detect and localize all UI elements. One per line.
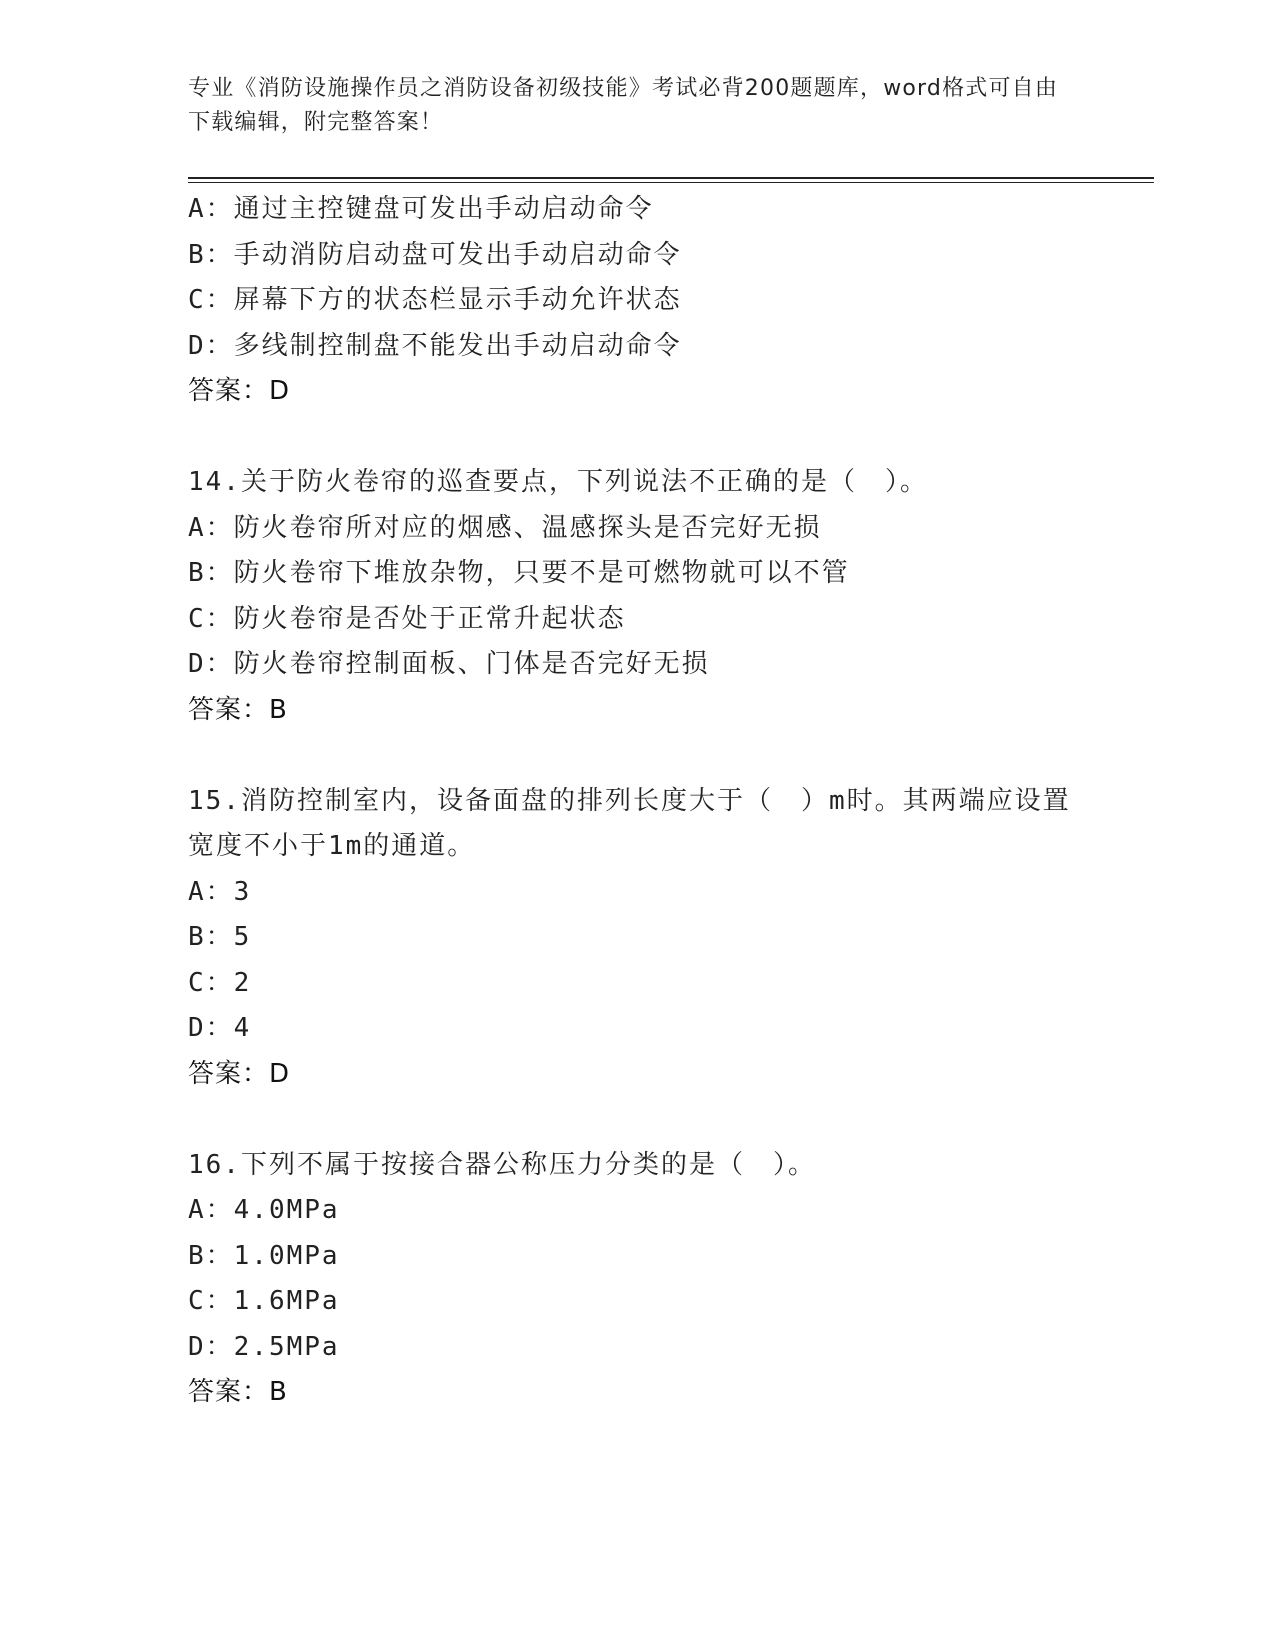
question-stem: 15.消防控制室内，设备面盘的排列长度大于（ ）m时。其两端应设置宽度不小于1m的通道。 — [188, 785, 1071, 861]
option-b: B：5 — [188, 922, 252, 952]
option-c: C：2 — [188, 967, 252, 998]
header-divider — [188, 177, 1154, 183]
option-d: D：防火卷帘控制面板、门体是否完好无损 — [188, 649, 710, 679]
answer-line: 答案：D — [188, 376, 291, 406]
option-d: D：4 — [188, 1013, 252, 1043]
option-d: D：2.5MPa — [188, 1331, 340, 1362]
option-a: A：通过主控键盘可发出手动启动命令 — [188, 194, 654, 224]
answer-line: 答案：B — [188, 1377, 288, 1407]
option-c: C：1.6MPa — [188, 1286, 340, 1316]
question-block-13 — [188, 187, 1088, 415]
option-a: A：4.0MPa — [188, 1195, 340, 1225]
question-stem: 14.关于防火卷帘的巡查要点，下列说法不正确的是（ ）。 — [188, 467, 928, 497]
option-d: D：多线制控制盘不能发出手动启动命令 — [188, 330, 682, 361]
option-b: B：手动消防启动盘可发出手动启动命令 — [188, 239, 682, 270]
document-title: 专业《消防设施操作员之消防设备初级技能》考试必背200题题库，word格式可自由下载编辑，附完整答案！ — [188, 76, 1059, 135]
spacer — [188, 1097, 1088, 1143]
option-b: B：防火卷帘下堆放杂物，只要不是可燃物就可以不管 — [188, 558, 850, 588]
option-a: A：防火卷帘所对应的烟感、温感探头是否完好无损 — [188, 512, 822, 543]
question-block-15 — [188, 779, 1088, 1098]
question-stem: 16.下列不属于按接合器公称压力分类的是（ ）。 — [188, 1149, 816, 1180]
document-header — [188, 72, 1068, 140]
spacer — [188, 733, 1088, 779]
question-block-14 — [188, 460, 1088, 733]
spacer — [188, 415, 1088, 461]
answer-line: 答案：B — [188, 694, 288, 725]
answer-line: 答案：D — [188, 1058, 291, 1089]
question-list — [188, 187, 1088, 1416]
option-c: C：屏幕下方的状态栏显示手动允许状态 — [188, 285, 682, 315]
option-c: C：防火卷帘是否处于正常升起状态 — [188, 603, 626, 634]
question-block-16 — [188, 1143, 1088, 1416]
option-a: A：3 — [188, 876, 252, 907]
option-b: B：1.0MPa — [188, 1240, 340, 1271]
